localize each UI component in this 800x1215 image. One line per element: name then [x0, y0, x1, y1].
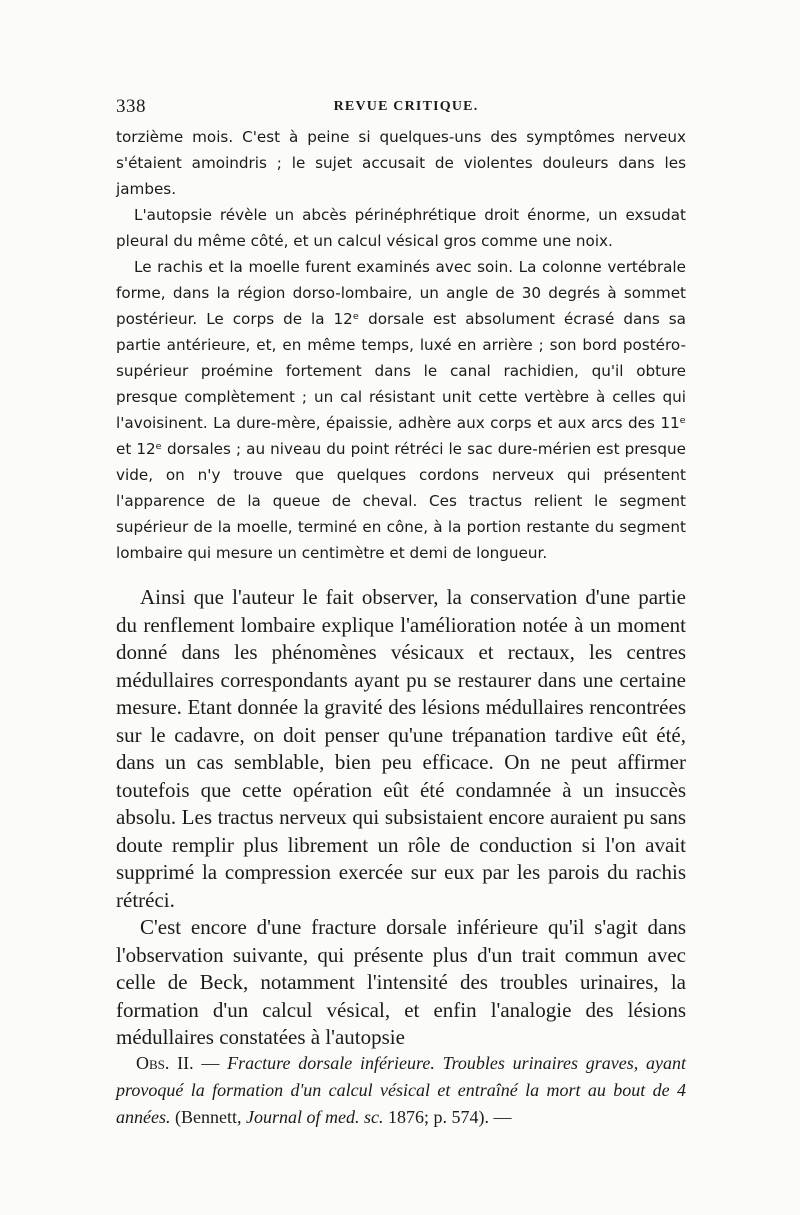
- case-paragraph-1: torzième mois. C'est à peine si quelques-uns des symptômes nerveux s'étaient amoindris ; le sujet accusait de violentes douleurs dans les jambes.: [116, 128, 686, 198]
- running-title: REVUE CRITIQUE.: [333, 99, 479, 114]
- observation-dash: —: [193, 1053, 228, 1073]
- case-paragraph-3: Le rachis et la moelle furent examinés avec soin. La colonne vertébrale forme, dans la région dorso-lombaire, un angle de 30 degrés à sommet postérieur. Le corps de la 12ᵉ dorsale est absolument écrasé dans sa partie antérieure, et, en même temps, luxé en arrière ; son bord postéro-supérieur proémine fortement dans le canal rachidien, qu'il obture presque complètement ; un cal résistant unit cette vertèbre à celles qui l'avoisinent. La dure-mère, épaissie, adhère aux corps et aux arcs des 11ᵉ et 12ᵉ dorsales ; au niveau du point rétréci le sac dure-mérien est presque vide, on n'y trouve que quelques cordons nerveux qui présentent l'apparence de la queue de cheval. Ces tractus relient le segment supérieur de la moelle, terminé en cône, à la portion restante du segment lombaire qui mesure un centimètre et demi de longueur.: [116, 258, 686, 562]
- observation-heading: [116, 1050, 686, 1131]
- page-number: 338: [116, 96, 146, 117]
- case-paragraph-2: L'autopsie révèle un abcès périnéphrétique droit énorme, un exsudat pleural du même côté, et un calcul vésical gros comme une noix.: [116, 206, 686, 250]
- case-report-text: [116, 124, 686, 566]
- commentary-paragraph-1: Ainsi que l'auteur le fait observer, la conservation d'une partie du renflement lombaire explique l'amélioration notée à un moment donné dans les phénomènes vésicaux et rectaux, les centres médullaires correspondants ayant pu se restaurer dans une certaine mesure. Etant donnée la gravité des lésions médullaires rencontrées sur le cadavre, on doit penser qu'une trépanation tardive eût été, dans un cas semblable, bien peu efficace. On ne peut affirmer toutefois que cette opération eût été condamnée à un insuccès absolu. Les tractus nerveux qui subsistaient encore auraient pu sans doute remplir plus librement un rôle de conduction si l'on avait supprimé la compression exercée sur eux par les parois du rachis rétréci.: [116, 585, 686, 912]
- observation-label: Obs. II.: [136, 1053, 194, 1073]
- commentary-paragraph-2: C'est encore d'une fracture dorsale inférieure qu'il s'agit dans l'observation suivante, qui présente plus d'un trait commun avec celle de Beck, notamment l'intensité des troubles urinaires, la formation d'un calcul vésical, et enfin l'analogie des lésions médullaires constatées à l'autopsie: [116, 915, 686, 1049]
- citation-open: (Bennett,: [170, 1107, 246, 1127]
- journal-name: Journal of med. sc.: [245, 1107, 384, 1127]
- commentary-text: [116, 584, 686, 1052]
- citation-close: 1876; p. 574). —: [383, 1107, 512, 1127]
- page-header: [116, 96, 686, 120]
- observation-title: Fracture dorsale inférieure. Troubles urinaires graves, ayant provoqué la formation d'un calcul vésical et entraîné la mort au bout de 4 années.: [116, 1053, 687, 1127]
